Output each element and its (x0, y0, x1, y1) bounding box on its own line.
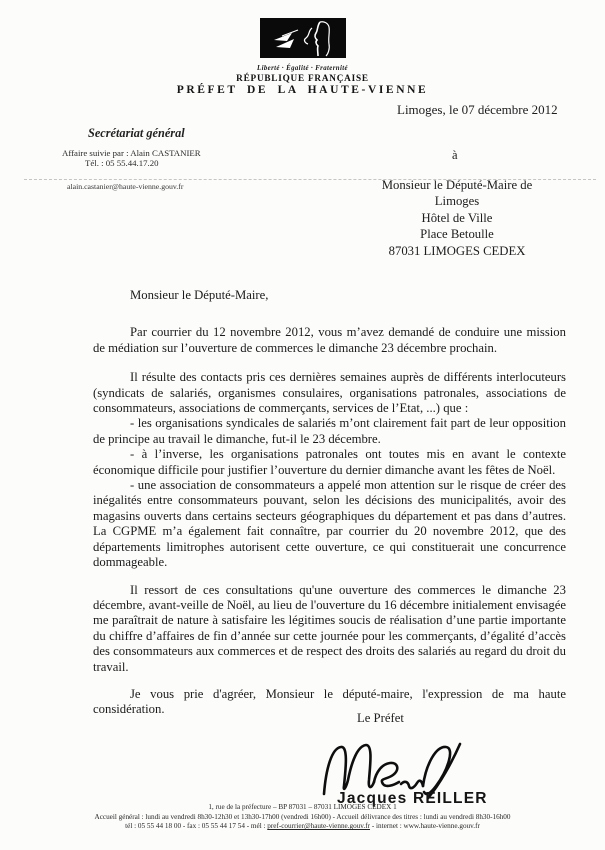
salutation: Monsieur le Député-Maire, (130, 288, 269, 302)
footer-address: 1, rue de la préfecture – BP 87031 – 87031 LIMOGES CEDEX 1 (208, 803, 397, 811)
signer-title: Le Préfet (357, 711, 404, 725)
paragraph-dash-item: - une association de consommateurs a appelé mon attention sur le risque de créer des inégalités entre consommateurs pouvant, selon les décisions des municipalités, avoir des magasins ouverts dans certains secteurs géographiques du département et pas dans d’autres. La CGPME m’a également fait connaître, par courrier du 20 novembre 2012, que des départements limitrophes autorisent cette ouverture, ce qui constituerait une concurrence dommageable. (93, 478, 566, 570)
closing-formula: Je vous prie d'agréer, Monsieur le député-maire, l'expression de ma haute considération. (93, 686, 566, 717)
footer-block (0, 803, 605, 832)
service-name: Secrétariat général (88, 126, 185, 140)
recipient-line: Limoges (434, 194, 480, 209)
paragraph-dash-item: - à l’inverse, les organisations patronales ont toutes mis en avant le contexte économique difficile pour justifier l’ouverture du dernier dimanche avant les fêtes de Noël. (93, 447, 566, 477)
dateline: Limoges, le 07 décembre 2012 (397, 102, 558, 117)
marianne-logo-icon (260, 18, 346, 58)
to-label: à (452, 148, 458, 162)
republic-text: RÉPUBLIQUE FRANÇAISE (236, 73, 369, 83)
paragraph: Il ressort de ces consultations qu'une ouverture des commerces le dimanche 23 décembre, avant-veille de Noël, au lieu de l'ouverture du 16 décembre initialement envisagée me paraîtrait de nature à satisfaire les légitimes soucis de réalisation d’une partie importante du chiffre d’affaires de fin d’année sur cette journée pour les commerçants, d’égalité d’accès des consommateurs aux commerces et de respect des droits des salariés au regard du droit du travail. (93, 582, 566, 674)
footer-contacts (0, 822, 605, 832)
footer-contacts-post: - internet : www.haute-vienne.gouv.fr (370, 822, 480, 831)
prefecture-title: PRÉFET DE LA HAUTE-VIENNE (176, 84, 429, 96)
footer-hours: Accueil général : lundi au vendredi 8h30-12h30 et 13h30-17h00 (vendredi 16h00) - Accueil délivrance des titres : lundi au vendredi 8h30-16h00 (94, 812, 511, 821)
footer-contacts-pre: tél : 05 55 44 18 00 - fax : 05 55 44 17 54 - mél : (125, 822, 268, 831)
paragraph-dash-item: - les organisations syndicales de salariés m’ont clairement fait part de leur opposition de principe au travail le dimanche, fut-il le 23 décembre. (93, 416, 566, 446)
recipient-address-block (347, 177, 567, 259)
paragraph: Il résulte des contacts pris ces dernières semaines auprès de différents interlocuteurs (syndicats de salariés, organismes consulaires, organisations patronales, associations de consommateurs, associations de commerçants, services de l’Etat, ...) que : (93, 370, 566, 416)
footer-email-link: pref-courrier@haute-vienne.gouv.fr (267, 822, 371, 831)
motto-text: Liberté · Égalité · Fraternité (257, 65, 348, 72)
handler-email: alain.castanier@haute-vienne.gouv.fr (67, 182, 184, 191)
recipient-line: Hôtel de Ville (421, 210, 493, 225)
recipient-line: Monsieur le Député-Maire de (381, 178, 533, 192)
letterhead (0, 18, 605, 83)
handler-phone: Tél. : 05 55.44.17.20 (85, 158, 159, 168)
case-handler: Affaire suivie par : Alain CASTANIER (62, 148, 201, 158)
letter-body (93, 288, 566, 718)
signer-name: Jacques REILLER (337, 790, 488, 807)
paragraph: Par courrier du 12 novembre 2012, vous m’avez demandé de conduire une mission de médiation sur l’ouverture de commerces le dimanche 23 décembre prochain. (93, 325, 566, 355)
recipient-line: Place Betoulle (420, 227, 494, 242)
recipient-line: 87031 LIMOGES CEDEX (388, 243, 526, 258)
